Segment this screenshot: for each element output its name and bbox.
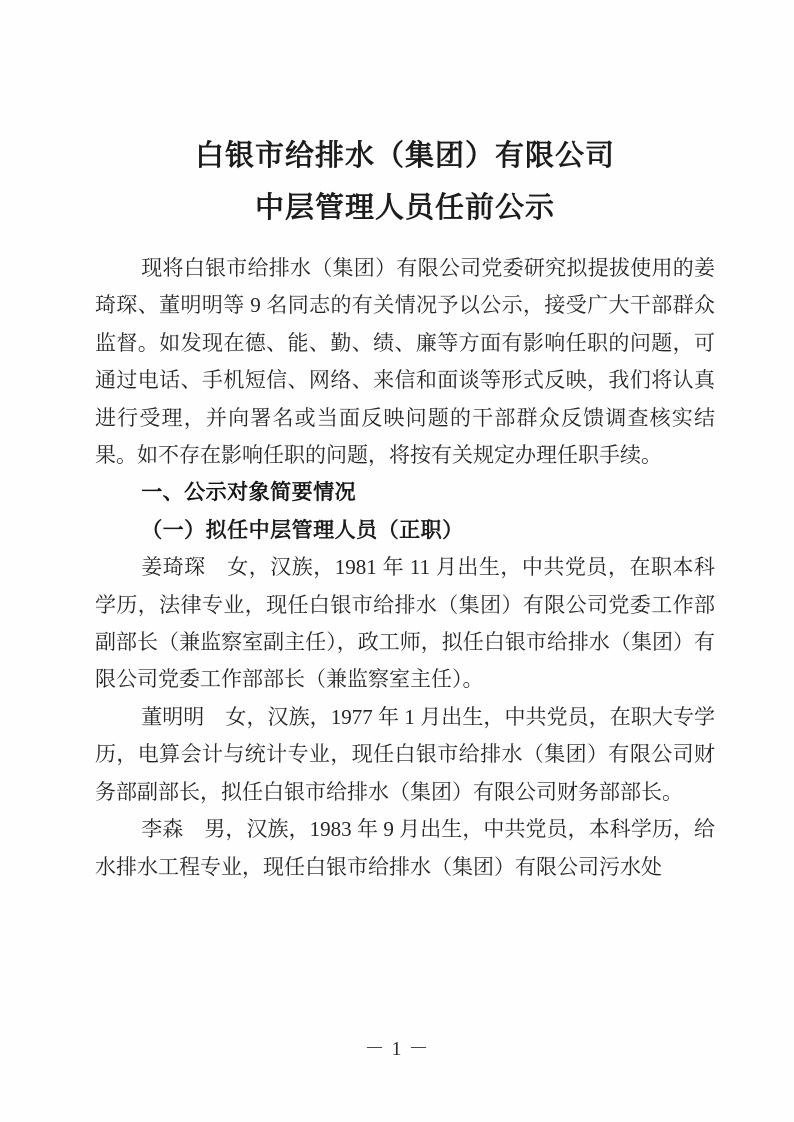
subsection-heading-principal-positions: （一）拟任中层管理人员（正职） bbox=[141, 517, 464, 542]
profile-paragraph-li-sen: 李森 男，汉族，1983 年 9 月出生，中共党员，本科学历，给水排水工程专业，现任白银市给排水（集团）有限公司污水处 bbox=[95, 817, 715, 879]
intro-paragraph: 现将白银市给排水（集团）有限公司党委研究拟提拔使用的姜琦琛、董明明等 9 名同志的有关情况予以公示，接受广大干部群众监督。如发现在德、能、勤、绩、廉等方面有影响任职的问题，可通过电话、手机短信、网络、来信和面谈等形式反映，我们将认真进行受理，并向署名或当面反映问题的干部群众反馈调查核实结果。如不存在影响任职的问题，将按有关规定办理任职手续。 bbox=[95, 256, 715, 468]
page-number: － 1 － bbox=[364, 1038, 430, 1060]
profile-paragraph-jiang-qichen: 姜琦琛 女，汉族，1981 年 11 月出生，中共党员，在职本科学历，法律专业，现任白银市给排水（集团）有限公司党委工作部副部长（兼监察室副主任），政工师，拟任白银市给排水（集团）有限公司党委工作部部长（兼监察室主任）。 bbox=[95, 555, 715, 692]
title-line-2: 中层管理人员任前公示 bbox=[254, 192, 555, 224]
document-title bbox=[0, 0, 794, 234]
document-body bbox=[0, 250, 794, 886]
title-line-1: 白银市给排水（集团）有限公司 bbox=[194, 140, 615, 172]
section-heading-overview: 一、公示对象简要情况 bbox=[141, 481, 357, 505]
profile-paragraph-dong-mingming: 董明明 女，汉族，1977 年 1 月出生，中共党员，在职大专学历，电算会计与统计专业，现任白银市给排水（集团）有限公司财务部副部长，拟任白银市给排水（集团）有限公司财务部部长。 bbox=[95, 704, 715, 804]
